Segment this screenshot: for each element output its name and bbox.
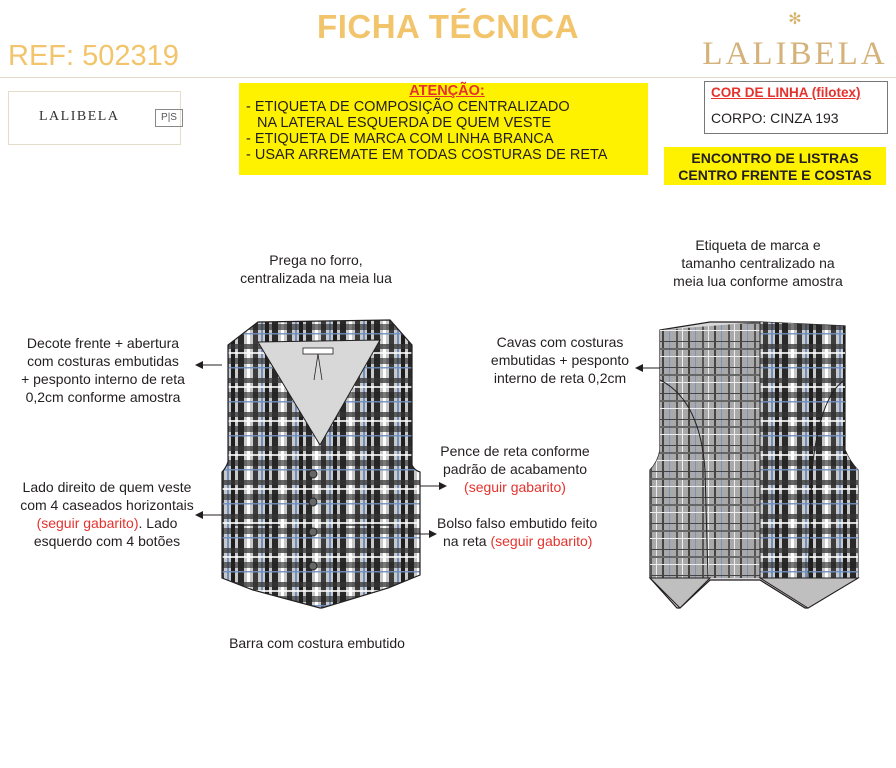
brand-label-note-line: tamanho centralizado na — [681, 255, 835, 271]
pocket-note-text: na reta — [443, 533, 487, 549]
gauge-note: (seguir gabarito) — [490, 533, 593, 549]
armhole-note-line: interno de reta 0,2cm — [493, 370, 627, 386]
dart-note-line: padrão de acabamento — [443, 461, 587, 477]
pleat-note — [216, 251, 416, 287]
neckline-note — [4, 334, 202, 406]
brand-name: LALIBELA — [702, 36, 888, 72]
brand-label-note — [650, 236, 866, 290]
page-title: FICHA TÉCNICA — [317, 8, 579, 45]
label-brand: LALIBELA — [39, 109, 120, 124]
neckline-note-line: Decote frente + abertura — [26, 335, 180, 351]
thread-color-value: CORPO: CINZA 193 — [711, 110, 839, 126]
thread-color-title: COR DE LINHA (filotex) — [711, 85, 861, 100]
buttons-note-line: esquerdo com 4 botões — [33, 533, 181, 549]
brand-label-note-line: meia lua conforme amostra — [673, 273, 843, 289]
neckline-note-line: 0,2cm conforme amostra — [25, 389, 181, 405]
buttonhole-note-line: com 4 caseados horizontais — [20, 497, 194, 513]
brand-label-note-line: Etiqueta de marca e — [695, 237, 821, 253]
armhole-note-line: embutidas + pesponto — [490, 352, 630, 368]
attention-line: - ETIQUETA DE COMPOSIÇÃO CENTRALIZADO — [246, 99, 570, 115]
buttonhole-note — [2, 478, 212, 550]
buttonhole-note-line: Lado direito de quem veste — [22, 479, 192, 495]
attention-line: - ETIQUETA DE MARCA COM LINHA BRANCA — [246, 131, 554, 147]
pocket-note — [437, 514, 597, 550]
pocket-note-line: Bolso falso embutido feito — [437, 515, 598, 531]
dart-note — [420, 442, 610, 496]
attention-title: ATENÇÃO: — [409, 83, 485, 99]
dart-note-line: Pence de reta conforme — [440, 443, 590, 459]
armhole-note-line: Cavas com costuras — [496, 334, 624, 350]
label-size-tag: P|S — [155, 109, 183, 127]
pleat-note-line: centralizada na meia lua — [240, 270, 392, 286]
neckline-note-line: com costuras embutidas — [27, 353, 179, 369]
neckline-note-line: + pesponto interno de reta — [21, 371, 185, 387]
attention-line: NA LATERAL ESQUERDA DE QUEM VESTE — [257, 115, 552, 131]
pocket-note-line — [437, 532, 597, 550]
reference-code: REF: 502319 — [8, 40, 179, 72]
bee-icon: ✻ — [788, 11, 802, 28]
hem-note: Barra com costura embutido — [229, 635, 405, 651]
attention-line: - USAR ARREMATE EM TODAS COSTURAS DE RETA — [246, 147, 608, 163]
armhole-note — [470, 333, 650, 387]
buttonhole-note-end: . Lado — [138, 515, 178, 531]
stripe-note-line: ENCONTRO DE LISTRAS — [691, 150, 859, 166]
gauge-note: (seguir gabarito) — [36, 515, 139, 531]
gauge-note: (seguir gabarito) — [464, 479, 566, 495]
back-vest — [650, 322, 858, 608]
pleat-note-line: Prega no forro, — [269, 252, 363, 268]
front-vest — [222, 320, 420, 608]
buttonhole-note-line — [2, 514, 212, 532]
stripe-note-line: CENTRO FRENTE E COSTAS — [678, 167, 872, 183]
